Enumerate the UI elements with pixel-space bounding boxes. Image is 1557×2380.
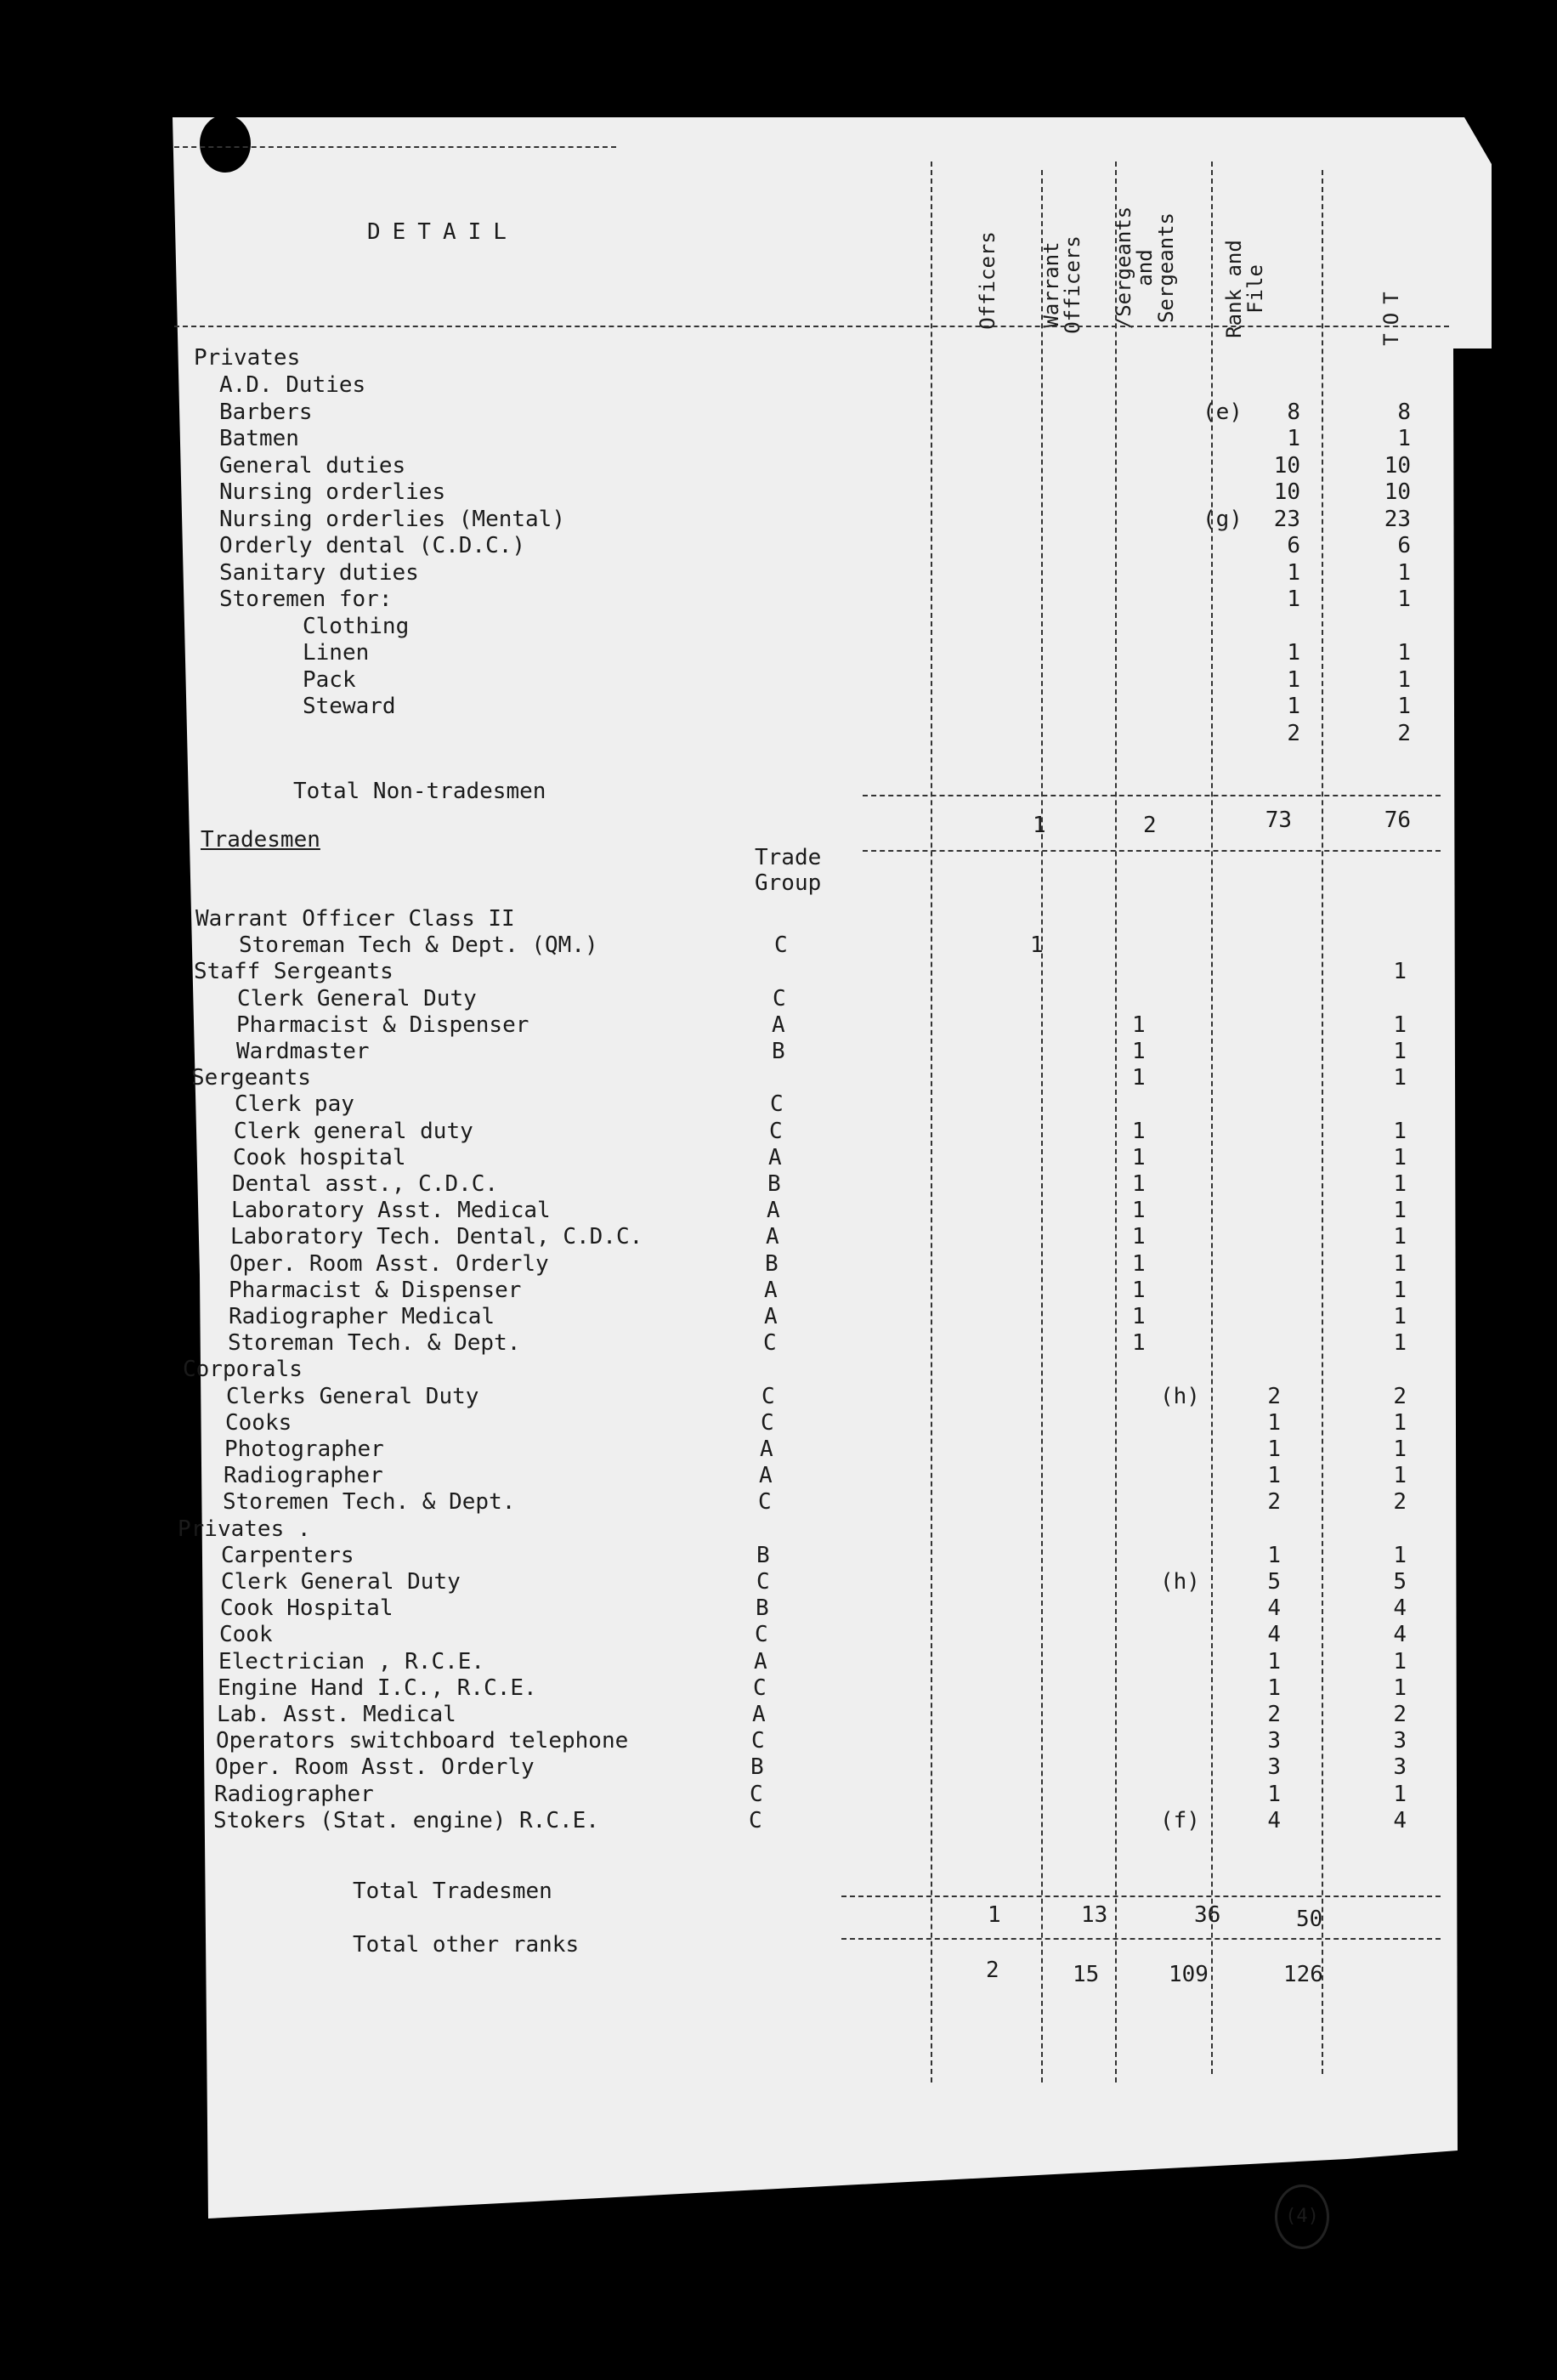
trade-row-group: A (766, 1224, 779, 1250)
trade-row-total: 2 (1393, 1702, 1407, 1727)
trade-row-label: Storemen Tech. & Dept. (223, 1489, 516, 1516)
privates-item-rank-file: 6 (1287, 533, 1300, 558)
trade-row-label: Laboratory Asst. Medical (231, 1198, 551, 1224)
trade-row-label: Staff Sergeants (194, 959, 393, 985)
privates-item-total: 1 (1397, 426, 1411, 451)
trade-row-group: C (751, 1728, 765, 1754)
total-other-ranks-total: 126 (1283, 1962, 1323, 1987)
col-divider-3 (1115, 162, 1117, 2082)
privates-item-total: 8 (1397, 399, 1411, 425)
trade-row-label: Laboratory Tech. Dental, C.D.C. (230, 1224, 643, 1250)
trade-row-rank-file: 1 (1267, 1463, 1281, 1489)
privates-item-rank-file: 23 (1273, 506, 1300, 532)
trade-row-label: Clerk General Duty (221, 1569, 461, 1595)
trade-row-total: 2 (1393, 1489, 1407, 1516)
privates-item-total: 1 (1397, 640, 1411, 666)
trade-row-total: 4 (1393, 1807, 1407, 1833)
trade-row-group: C (762, 1383, 775, 1409)
trade-row-group: A (768, 1144, 782, 1170)
trade-row-note: (h) (1160, 1383, 1200, 1409)
privates-item-total: 1 (1397, 666, 1411, 693)
privates-item-rank-file: 8 (1287, 399, 1300, 425)
trade-row-sergeants: 1 (1132, 1039, 1146, 1064)
privates-item-label: A.D. Duties (219, 372, 366, 398)
trade-row-group: C (756, 1569, 770, 1595)
trade-row-group: C (769, 1118, 783, 1144)
col-sergeants: /Sergeants and Sergeants (1112, 206, 1179, 330)
privates-item-label: Linen (303, 640, 370, 666)
trade-row-label: Radiographer (224, 1463, 383, 1489)
trade-row-sergeants: 1 (1132, 1144, 1146, 1170)
trade-row-total: 3 (1393, 1728, 1407, 1754)
privates-item-total: 1 (1397, 694, 1411, 719)
trade-row-label: Cooks (225, 1409, 292, 1436)
trade-row-total: 1 (1393, 1463, 1407, 1489)
trade-row-total: 1 (1393, 1118, 1407, 1144)
trade-row-group: B (756, 1542, 770, 1568)
col-total: TOT (1379, 283, 1403, 346)
trade-row-label: Storeman Tech & Dept. (QM.) (239, 932, 598, 959)
trade-row-total: 1 (1393, 1409, 1407, 1436)
total-tradesmen-sergeants: 13 (1081, 1902, 1108, 1928)
trade-row-total: 1 (1393, 1277, 1407, 1303)
trade-row-rank-file: 1 (1267, 1542, 1281, 1568)
top-rule (174, 146, 616, 148)
trade-row-total: 1 (1393, 1224, 1407, 1250)
privates-item-label: General duties (219, 452, 406, 479)
col-divider-5 (1322, 170, 1323, 2074)
trade-row-rank-file: 1 (1267, 1436, 1281, 1462)
trade-row-label: Electrician , R.C.E. (218, 1648, 485, 1674)
privates-item-total: 10 (1384, 479, 1411, 505)
trade-row-label: Corporals (183, 1357, 303, 1383)
trade-row-rank-file: 2 (1267, 1702, 1281, 1727)
trade-row-label: Carpenters (221, 1542, 354, 1568)
trade-row-label: Pharmacist & Dispenser (236, 1012, 529, 1038)
privates-item-total: 10 (1384, 452, 1411, 479)
privates-item-rank-file: 10 (1273, 452, 1300, 479)
trade-row-label: Radiographer Medical (229, 1304, 495, 1329)
col-warrant-officers: Warrant Officers (1039, 235, 1085, 334)
trade-row-sergeants: 1 (1132, 1012, 1146, 1038)
privates-item-note: (e) (1203, 399, 1243, 425)
privates-item-label: Steward (303, 694, 396, 719)
trade-row-label: Oper. Room Asst. Orderly (215, 1754, 535, 1781)
trade-row-label: Clerk pay (235, 1091, 354, 1118)
trade-row-total: 1 (1393, 1542, 1407, 1568)
trade-row-sergeants: 1 (1132, 1330, 1146, 1357)
trade-row-sergeants: 1 (1132, 1224, 1146, 1250)
trade-row-rank-file: 2 (1267, 1383, 1281, 1409)
total-tradesmen-rank-file: 36 (1194, 1902, 1221, 1928)
trade-row-sergeants: 1 (1132, 1171, 1146, 1197)
trade-row-group: A (754, 1648, 767, 1674)
trade-row-total: 1 (1393, 1250, 1407, 1277)
trade-row-group: C (770, 1091, 784, 1118)
trade-row-group: B (750, 1754, 764, 1781)
trade-row-label: Engine Hand I.C., R.C.E. (218, 1674, 537, 1701)
trade-row-label: Storeman Tech. & Dept. (228, 1330, 521, 1357)
trade-row-rank-file: 2 (1267, 1489, 1281, 1516)
trade-row-total: 1 (1393, 959, 1407, 985)
trade-row-total: 4 (1393, 1595, 1407, 1622)
trade-row-total: 1 (1393, 1330, 1407, 1357)
privates-item-note: (g) (1203, 506, 1243, 532)
trade-row-group: C (758, 1489, 772, 1516)
trade-row-total: 1 (1393, 1198, 1407, 1224)
trade-row-sergeants: 1 (1132, 1304, 1146, 1329)
privates-item-label: Pack (303, 666, 356, 693)
trade-row-group: A (767, 1198, 780, 1224)
trade-row-rank-file: 1 (1267, 1674, 1281, 1701)
trade-row-label: Sergeants (191, 1065, 311, 1091)
total-other-ranks-sergeants: 15 (1073, 1962, 1100, 1987)
trade-row-label: Wardmaster (236, 1039, 370, 1064)
privates-item-total: 23 (1384, 506, 1411, 532)
trade-row-label: Clerks General Duty (226, 1383, 479, 1409)
privates-item-label: Storemen for: (219, 586, 393, 612)
trade-row-label: Pharmacist & Dispenser (229, 1277, 522, 1303)
trade-row-sergeants: 1 (1132, 1118, 1146, 1144)
privates-item-total: 1 (1397, 586, 1411, 612)
trade-row-sergeants: 1 (1132, 1250, 1146, 1277)
privates-item-rank-file: 1 (1287, 559, 1300, 586)
trade-row-label: Cook Hospital (220, 1595, 393, 1622)
non-tradesmen-total-rank-file: 73 (1265, 808, 1292, 833)
privates-heading: Privates (194, 345, 301, 371)
privates-item-rank-file: 2 (1287, 720, 1300, 746)
trade-row-group: B (767, 1171, 781, 1197)
col-divider-1 (931, 162, 932, 2082)
trade-row-label: Clerk General Duty (237, 985, 477, 1012)
trade-row-total: 5 (1393, 1569, 1407, 1595)
privates-item-label: Sanitary duties (219, 559, 419, 586)
trade-row-rank-file: 3 (1267, 1728, 1281, 1754)
trade-row-total: 1 (1393, 1781, 1407, 1807)
page-stamp: (4) (1275, 2184, 1329, 2249)
total-tradesmen-label: Total Tradesmen (353, 1878, 552, 1904)
trade-row-label: Oper. Room Asst. Orderly (229, 1250, 549, 1277)
trade-row-group: C (774, 932, 788, 959)
trade-row-rank-file: 4 (1267, 1595, 1281, 1622)
trade-row-label: Cook (219, 1622, 273, 1648)
privates-item-label: Barbers (219, 399, 313, 425)
trade-row-group: A (772, 1012, 785, 1038)
trade-row-group: C (749, 1807, 762, 1833)
trade-row-group: C (755, 1622, 768, 1648)
trade-row-label: Dental asst., C.D.C. (232, 1171, 499, 1197)
privates-item-label: Clothing (303, 613, 410, 639)
trade-row-warrant: 1 (1030, 932, 1044, 959)
trade-row-group: A (760, 1436, 773, 1462)
privates-item-rank-file: 1 (1287, 426, 1300, 451)
trade-row-note: (f) (1160, 1807, 1200, 1833)
trade-row-group: B (772, 1039, 785, 1064)
trade-row-group: C (763, 1330, 777, 1357)
trade-row-total: 1 (1393, 1039, 1407, 1064)
trade-row-group: C (761, 1409, 774, 1436)
privates-item-rank-file: 1 (1287, 666, 1300, 693)
trade-row-group: A (752, 1702, 766, 1727)
privates-item-rank-file: 1 (1287, 694, 1300, 719)
privates-item-label: Orderly dental (C.D.C.) (219, 533, 526, 558)
privates-item-label: Batmen (219, 426, 299, 451)
col-divider-2 (1041, 170, 1043, 2082)
trade-row-total: 1 (1393, 1436, 1407, 1462)
trade-row-total: 3 (1393, 1754, 1407, 1781)
trade-row-label: Clerk general duty (234, 1118, 473, 1144)
non-tradesmen-rule (863, 795, 1441, 796)
header-rule (174, 326, 1449, 327)
total-other-ranks-warrant: 2 (986, 1958, 999, 1983)
trade-row-rank-file: 4 (1267, 1807, 1281, 1833)
total-tradesmen-warrant: 1 (988, 1902, 1001, 1928)
privates-item-rank-file: 10 (1273, 479, 1300, 505)
trade-row-group: A (764, 1277, 778, 1303)
privates-item-total: 2 (1397, 720, 1411, 746)
trade-row-label: Cook hospital (233, 1144, 406, 1170)
trade-row-sergeants: 1 (1132, 1065, 1146, 1091)
trade-row-sergeants: 1 (1132, 1198, 1146, 1224)
trade-row-label: Lab. Asst. Medical (217, 1702, 456, 1727)
trade-row-group: A (764, 1304, 778, 1329)
non-tradesmen-total-warrant: 1 (1033, 813, 1046, 838)
privates-item-total: 1 (1397, 559, 1411, 586)
trade-row-total: 1 (1393, 1648, 1407, 1674)
total-other-ranks-rank-file: 109 (1169, 1962, 1209, 1987)
trade-row-label: Operators switchboard telephone (216, 1728, 629, 1754)
trade-row-group: B (765, 1250, 778, 1277)
tradesmen-heading: Tradesmen (201, 827, 320, 853)
trade-row-total: 1 (1393, 1171, 1407, 1197)
trade-row-label: Warrant Officer Class II (195, 906, 515, 932)
privates-item-rank-file: 1 (1287, 640, 1300, 666)
trade-row-total: 1 (1393, 1674, 1407, 1701)
trade-row-rank-file: 3 (1267, 1754, 1281, 1781)
trade-row-rank-file: 5 (1267, 1569, 1281, 1595)
non-tradesmen-total: 76 (1384, 808, 1411, 833)
trade-row-group: B (756, 1595, 769, 1622)
trade-row-total: 1 (1393, 1144, 1407, 1170)
trade-row-label: Photographer (224, 1436, 384, 1462)
trade-row-total: 4 (1393, 1622, 1407, 1648)
trade-row-total: 2 (1393, 1383, 1407, 1409)
trade-row-label: Privates . (178, 1516, 311, 1542)
trade-group-header: Trade Group (755, 845, 822, 896)
detail-header: DETAIL (367, 219, 518, 245)
trade-row-total: 1 (1393, 1304, 1407, 1329)
privates-item-rank-file: 1 (1287, 586, 1300, 612)
total-non-tradesmen-label: Total Non-tradesmen (293, 779, 546, 804)
col-rank-and-file: Rank and File (1222, 240, 1268, 338)
privates-item-label: Nursing orderlies (Mental) (219, 506, 565, 532)
non-tradesmen-total-rule (863, 850, 1441, 852)
trade-row-group: C (750, 1781, 763, 1807)
trade-row-rank-file: 1 (1267, 1781, 1281, 1807)
trade-row-group: C (773, 985, 786, 1012)
non-tradesmen-total-sergeants: 2 (1143, 813, 1157, 838)
trade-row-total: 1 (1393, 1065, 1407, 1091)
trade-row-rank-file: 4 (1267, 1622, 1281, 1648)
total-other-ranks-label: Total other ranks (353, 1932, 580, 1958)
privates-item-total: 6 (1397, 533, 1411, 558)
privates-item-label: Nursing orderlies (219, 479, 446, 505)
trade-row-label: Radiographer (214, 1781, 374, 1807)
trade-row-rank-file: 1 (1267, 1648, 1281, 1674)
trade-row-group: C (753, 1674, 767, 1701)
trade-row-group: A (759, 1463, 773, 1489)
trade-row-label: Stokers (Stat. engine) R.C.E. (213, 1807, 599, 1833)
trade-row-note: (h) (1160, 1569, 1200, 1595)
trade-row-rank-file: 1 (1267, 1409, 1281, 1436)
col-officers: Officers (976, 231, 999, 330)
trade-row-sergeants: 1 (1132, 1277, 1146, 1303)
total-tradesmen-total: 50 (1296, 1907, 1323, 1932)
trade-row-total: 1 (1393, 1012, 1407, 1038)
col-divider-4 (1211, 162, 1213, 2074)
